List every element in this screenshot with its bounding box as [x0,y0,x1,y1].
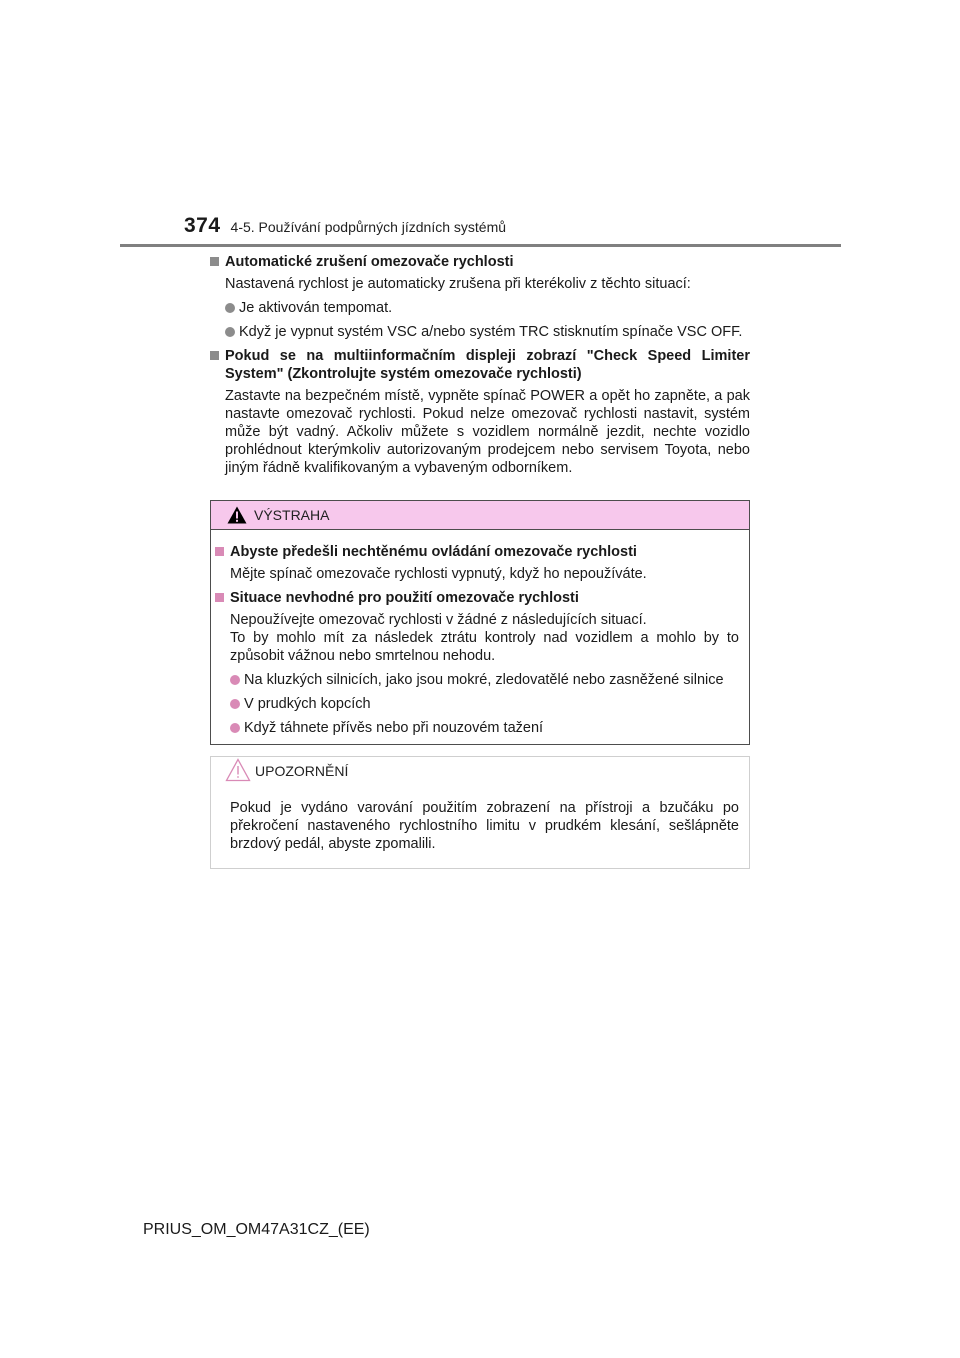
section-title-check-system: Pokud se na multiinformačním displeji zobrazí "Check Speed Limiter System" (Zkontrolujte systém omezovače rychlosti) [210,347,750,383]
section-title-auto-cancel: Automatické zrušení omezovače rychlosti [210,253,750,271]
header-divider [120,244,841,247]
heading-square-icon [215,593,224,602]
caution-box [210,756,750,869]
caution-header [211,757,749,787]
list-item: Na kluzkých silnicích, jako jsou mokré, zledovatělé nebo zasněžené silnice [215,671,739,689]
warning-label: VÝSTRAHA [254,507,330,523]
heading-square-icon [215,547,224,556]
caution-body [211,787,749,853]
bullet-dot-icon [230,675,240,685]
caution-triangle-outline-icon [225,758,251,782]
warning-body [211,530,749,737]
page-number: 374 [184,214,221,237]
bullet-dot-icon [225,327,235,337]
document-footer: PRIUS_OM_OM47A31CZ_(EE) [143,1221,370,1238]
list-item: V prudkých kopcích [215,695,739,713]
warning-item-text: To by mohlo mít za následek ztrátu kontroly nad vozidlem a mohlo by to způsobit vážnou nebo smrtelnou nehodu. [230,630,739,664]
warning-item-text: Mějte spínač omezovače rychlosti vypnutý, když ho nepoužíváte. [230,566,647,582]
warning-header [211,501,749,530]
caution-text: Pokud je vydáno varování použitím zobrazení na přístroji a bzučáku po překročení nastaveného rychlostního limitu v prudkém klesání, sešlápněte brzdový pedál, abyste zpomalili. [230,800,739,852]
warning-box [210,500,750,745]
list-item: Když táhnete přívěs nebo při nouzovém tažení [215,719,739,737]
warning-triangle-icon [227,506,247,524]
warning-item-title: Situace nevhodné pro použití omezovače rychlosti [215,589,739,607]
warning-item-text: Nepoužívejte omezovač rychlosti v žádné z následujících situací. [230,612,647,628]
page-header [184,214,506,238]
section-text-check-system: Zastavte na bezpečném místě, vypněte spínač POWER a opět ho zapněte, a pak nastavte omezovač rychlosti. Pokud nelze omezovač rychlosti nastavit, systém může být vadný. Ačkoliv můžete s vozidlem normálně jezdit, nechte vozidlo prohlédnout kterýmkoliv autorizovaným prodejcem nebo servisem Toyota, nebo jiným řádně kvalifikovaným a vybaveným odborníkem. [225,388,750,476]
heading-square-icon [210,257,219,266]
caution-label: UPOZORNĚNÍ [255,763,349,779]
main-content [210,253,750,477]
bullet-dot-icon [225,303,235,313]
section-text-auto-cancel: Nastavená rychlost je automaticky zrušena při kterékoliv z těchto situací: [225,276,691,292]
warning-item-title: Abyste předešli nechtěnému ovládání omezovače rychlosti [215,543,739,561]
bullet-dot-icon [230,723,240,733]
bullet-dot-icon [230,699,240,709]
heading-square-icon [210,351,219,360]
list-item: Je aktivován tempomat. [210,299,750,317]
chapter-title: 4-5. Používání podpůrných jízdních systémů [230,219,507,235]
list-item: Když je vypnut systém VSC a/nebo systém TRC stisknutím spínače VSC OFF. [210,323,750,341]
